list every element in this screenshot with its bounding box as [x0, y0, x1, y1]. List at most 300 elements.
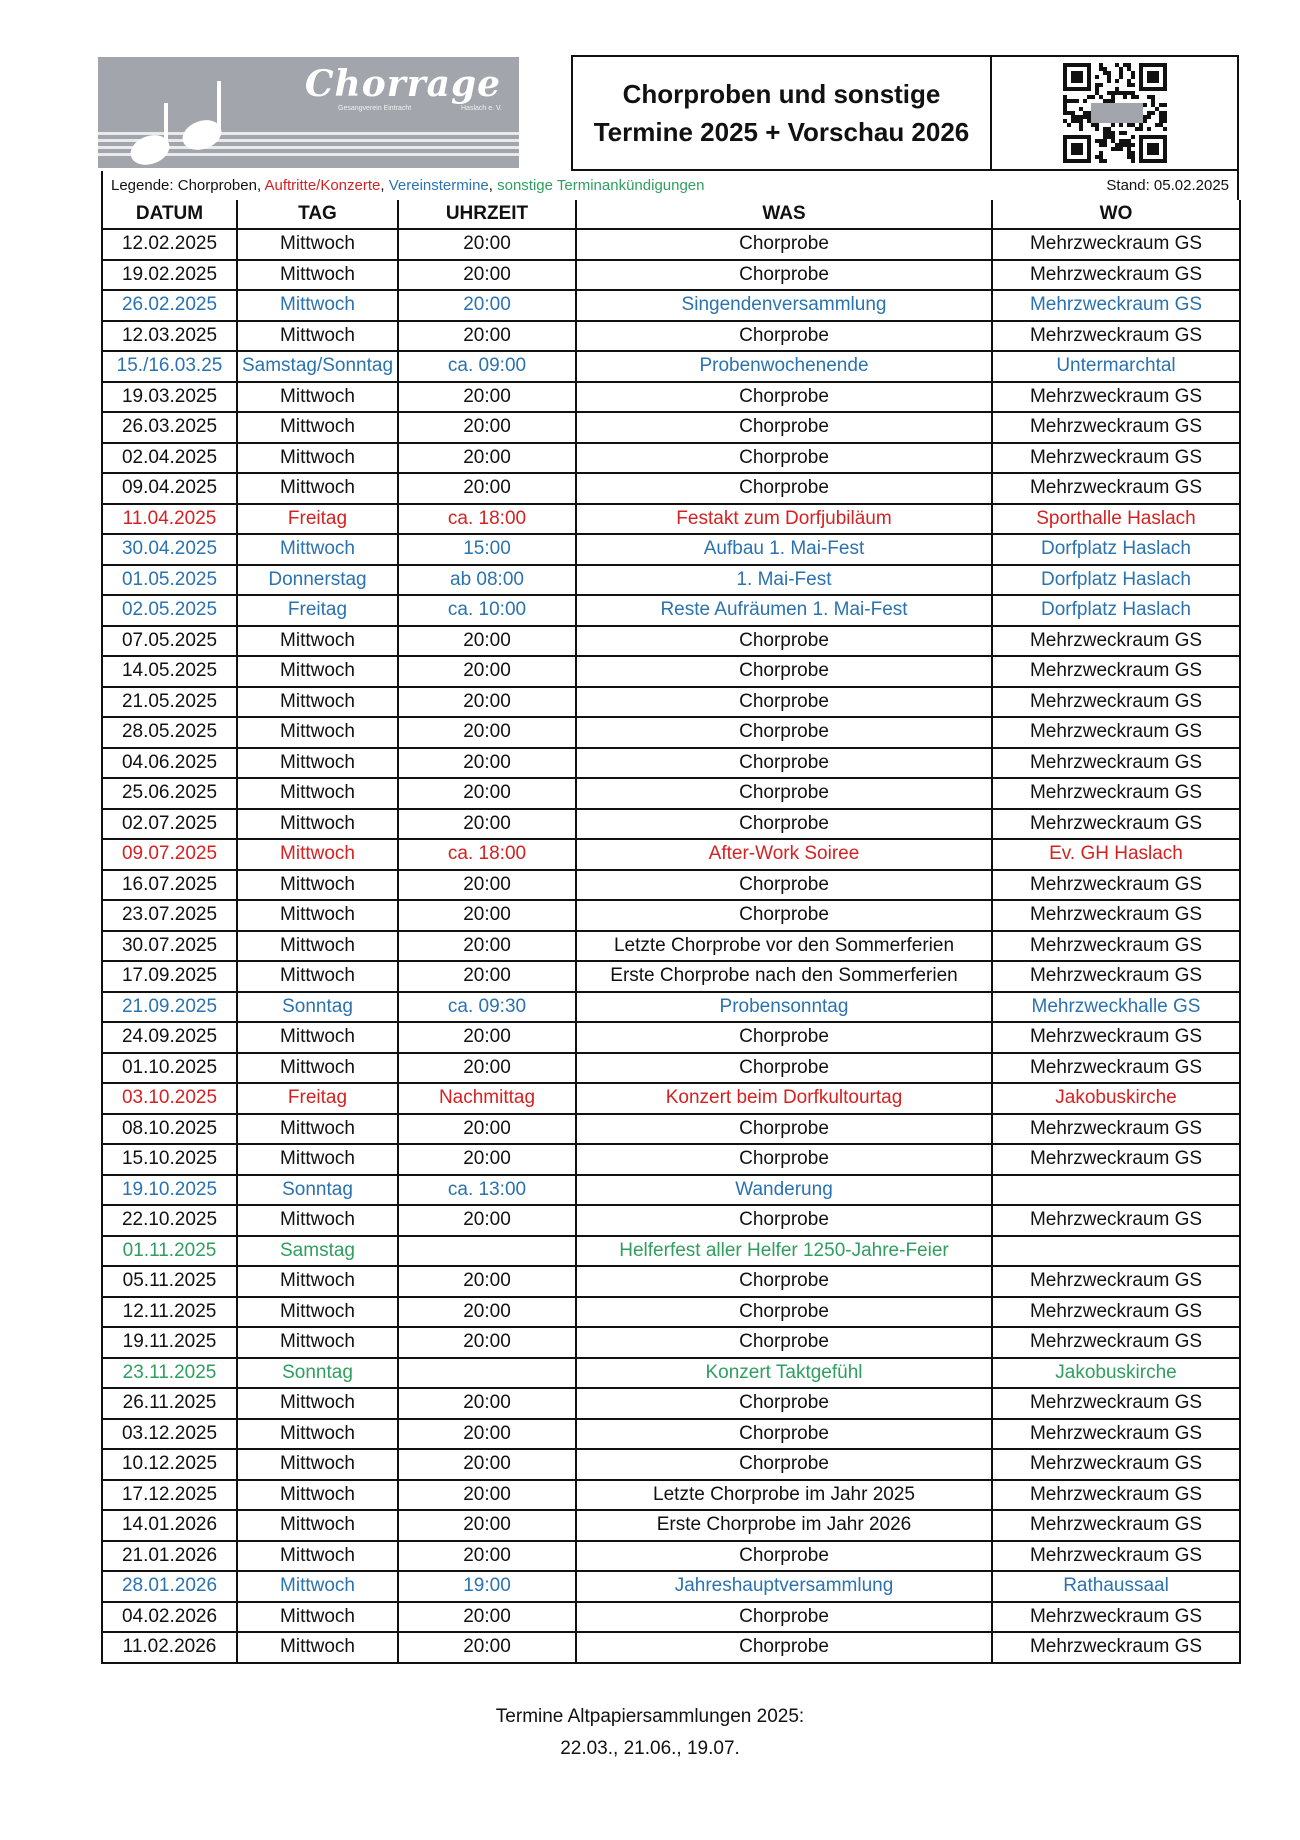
cell-tag: Mittwoch: [237, 839, 398, 870]
table-row: [102, 290, 1240, 321]
table-row: [102, 504, 1240, 535]
cell-wo: Mehrzweckraum GS: [992, 748, 1240, 779]
cell-was: Chorprobe: [576, 1449, 992, 1480]
legend-items: [178, 177, 705, 194]
cell-wo: Mehrzweckraum GS: [992, 1388, 1240, 1419]
cell-datum: 11.04.2025: [102, 504, 237, 535]
cell-datum: 21.05.2025: [102, 687, 237, 718]
cell-tag: Mittwoch: [237, 626, 398, 657]
cell-uhrzeit: 20:00: [398, 1541, 576, 1572]
cell-wo: Untermarchtal: [992, 351, 1240, 382]
cell-tag: Mittwoch: [237, 382, 398, 413]
cell-wo: Mehrzweckraum GS: [992, 1114, 1240, 1145]
legend-row: [101, 171, 1239, 200]
table-row: [102, 809, 1240, 840]
table-row: [102, 1327, 1240, 1358]
cell-datum: 22.10.2025: [102, 1205, 237, 1236]
cell-was: Erste Chorprobe nach den Sommerferien: [576, 961, 992, 992]
table-row: [102, 1632, 1240, 1663]
cell-uhrzeit: 20:00: [398, 1480, 576, 1511]
table-row: [102, 1602, 1240, 1633]
logo-brand-text: Chorrage: [304, 63, 502, 105]
cell-datum: 12.02.2025: [102, 229, 237, 260]
cell-datum: 26.11.2025: [102, 1388, 237, 1419]
cell-tag: Mittwoch: [237, 260, 398, 291]
cell-datum: 03.12.2025: [102, 1419, 237, 1450]
cell-wo: Mehrzweckraum GS: [992, 321, 1240, 352]
cell-wo: Mehrzweckraum GS: [992, 717, 1240, 748]
cell-tag: Mittwoch: [237, 1571, 398, 1602]
cell-datum: 02.04.2025: [102, 443, 237, 474]
cell-was: Chorprobe: [576, 1266, 992, 1297]
cell-uhrzeit: 20:00: [398, 1297, 576, 1328]
cell-was: Chorprobe: [576, 870, 992, 901]
cell-tag: Mittwoch: [237, 748, 398, 779]
legend-item: sonstige Terminankündigungen: [497, 177, 705, 194]
cell-datum: 23.07.2025: [102, 900, 237, 931]
cell-tag: Mittwoch: [237, 1632, 398, 1663]
title-line-2: Termine 2025 + Vorschau 2026: [593, 117, 970, 147]
cell-tag: Mittwoch: [237, 1297, 398, 1328]
cell-datum: 02.07.2025: [102, 809, 237, 840]
cell-datum: 25.06.2025: [102, 778, 237, 809]
cell-uhrzeit: 20:00: [398, 809, 576, 840]
cell-wo: Dorfplatz Haslach: [992, 595, 1240, 626]
table-row: [102, 1236, 1240, 1267]
cell-datum: 19.03.2025: [102, 382, 237, 413]
stand-date: Stand: 05.02.2025: [1106, 177, 1229, 194]
cell-uhrzeit: 20:00: [398, 473, 576, 504]
cell-uhrzeit: 20:00: [398, 1205, 576, 1236]
chorrage-logo: [98, 57, 519, 168]
cell-tag: Mittwoch: [237, 961, 398, 992]
cell-uhrzeit: 20:00: [398, 717, 576, 748]
cell-wo: Mehrzweckraum GS: [992, 290, 1240, 321]
cell-wo: Mehrzweckraum GS: [992, 1205, 1240, 1236]
cell-wo: Mehrzweckraum GS: [992, 1022, 1240, 1053]
table-row: [102, 626, 1240, 657]
cell-datum: 17.09.2025: [102, 961, 237, 992]
cell-datum: 09.04.2025: [102, 473, 237, 504]
cell-uhrzeit: 20:00: [398, 687, 576, 718]
table-row: [102, 1205, 1240, 1236]
cell-tag: Mittwoch: [237, 1602, 398, 1633]
cell-datum: 02.05.2025: [102, 595, 237, 626]
cell-wo: Jakobuskirche: [992, 1358, 1240, 1389]
cell-uhrzeit: ca. 09:00: [398, 351, 576, 382]
cell-datum: 21.09.2025: [102, 992, 237, 1023]
cell-wo: Mehrzweckraum GS: [992, 1602, 1240, 1633]
cell-tag: Sonntag: [237, 992, 398, 1023]
qr-code-icon: [1063, 63, 1167, 163]
table-row: [102, 1388, 1240, 1419]
cell-uhrzeit: 20:00: [398, 1266, 576, 1297]
table-row: [102, 656, 1240, 687]
cell-uhrzeit: 20:00: [398, 1114, 576, 1145]
cell-tag: Mittwoch: [237, 1541, 398, 1572]
cell-tag: Mittwoch: [237, 290, 398, 321]
cell-uhrzeit: 20:00: [398, 1144, 576, 1175]
cell-wo: Mehrzweckraum GS: [992, 1419, 1240, 1450]
table-row: [102, 229, 1240, 260]
cell-was: Jahreshauptversammlung: [576, 1571, 992, 1602]
cell-wo: Mehrzweckraum GS: [992, 1541, 1240, 1572]
table-row: [102, 534, 1240, 565]
legend-separator: ,: [488, 177, 498, 194]
logo-subtitle: Gesangverein Eintracht: [338, 105, 412, 112]
legend-prefix: Legende:: [111, 177, 178, 194]
title-box: [571, 55, 1239, 171]
table-row: [102, 1419, 1240, 1450]
cell-was: After-Work Soiree: [576, 839, 992, 870]
table-row: [102, 1541, 1240, 1572]
table-row: [102, 1571, 1240, 1602]
cell-datum: 17.12.2025: [102, 1480, 237, 1511]
title-line-1: Chorproben und sonstige: [622, 79, 941, 109]
cell-was: Konzert Taktgefühl: [576, 1358, 992, 1389]
cell-tag: Mittwoch: [237, 1022, 398, 1053]
cell-was: 1. Mai-Fest: [576, 565, 992, 596]
cell-tag: Mittwoch: [237, 687, 398, 718]
cell-datum: 24.09.2025: [102, 1022, 237, 1053]
cell-was: Chorprobe: [576, 382, 992, 413]
legend-item: Chorproben: [177, 177, 257, 194]
cell-datum: 07.05.2025: [102, 626, 237, 657]
cell-wo: Mehrzweckraum GS: [992, 1053, 1240, 1084]
cell-uhrzeit: 19:00: [398, 1571, 576, 1602]
cell-uhrzeit: [398, 1358, 576, 1389]
cell-datum: 08.10.2025: [102, 1114, 237, 1145]
cell-uhrzeit: ab 08:00: [398, 565, 576, 596]
cell-wo: Mehrzweckraum GS: [992, 656, 1240, 687]
cell-was: Probensonntag: [576, 992, 992, 1023]
cell-tag: Sonntag: [237, 1358, 398, 1389]
cell-tag: Mittwoch: [237, 900, 398, 931]
cell-tag: Mittwoch: [237, 809, 398, 840]
cell-datum: 28.05.2025: [102, 717, 237, 748]
cell-tag: Mittwoch: [237, 1449, 398, 1480]
cell-wo: Mehrzweckraum GS: [992, 1480, 1240, 1511]
cell-was: Konzert beim Dorfkultourtag: [576, 1083, 992, 1114]
cell-tag: Mittwoch: [237, 931, 398, 962]
cell-wo: Mehrzweckraum GS: [992, 1510, 1240, 1541]
cell-datum: 12.03.2025: [102, 321, 237, 352]
cell-wo: Mehrzweckraum GS: [992, 626, 1240, 657]
cell-tag: Mittwoch: [237, 1480, 398, 1511]
cell-was: Aufbau 1. Mai-Fest: [576, 534, 992, 565]
cell-wo: [992, 1175, 1240, 1206]
cell-was: Chorprobe: [576, 1022, 992, 1053]
cell-wo: Mehrzweckraum GS: [992, 412, 1240, 443]
cell-was: Erste Chorprobe im Jahr 2026: [576, 1510, 992, 1541]
cell-tag: Freitag: [237, 504, 398, 535]
legend-separator: ,: [380, 177, 389, 194]
table-row: [102, 351, 1240, 382]
cell-uhrzeit: 20:00: [398, 229, 576, 260]
table-row: [102, 1297, 1240, 1328]
column-header-tag: TAG: [237, 200, 398, 229]
cell-wo: Ev. GH Haslach: [992, 839, 1240, 870]
cell-tag: Mittwoch: [237, 1114, 398, 1145]
cell-datum: 16.07.2025: [102, 870, 237, 901]
cell-datum: 28.01.2026: [102, 1571, 237, 1602]
cell-uhrzeit: [398, 1236, 576, 1267]
cell-uhrzeit: 20:00: [398, 1510, 576, 1541]
table-row: [102, 748, 1240, 779]
cell-tag: Mittwoch: [237, 1327, 398, 1358]
cell-wo: Sporthalle Haslach: [992, 504, 1240, 535]
cell-tag: Mittwoch: [237, 1510, 398, 1541]
cell-wo: Mehrzweckraum GS: [992, 778, 1240, 809]
cell-tag: Mittwoch: [237, 1205, 398, 1236]
cell-wo: Mehrzweckraum GS: [992, 900, 1240, 931]
cell-datum: 19.02.2025: [102, 260, 237, 291]
table-row: [102, 1510, 1240, 1541]
cell-tag: Samstag: [237, 1236, 398, 1267]
table-row: [102, 1449, 1240, 1480]
cell-uhrzeit: 20:00: [398, 412, 576, 443]
cell-wo: Dorfplatz Haslach: [992, 565, 1240, 596]
legend-item: Auftritte/Konzerte: [264, 177, 381, 194]
cell-tag: Mittwoch: [237, 656, 398, 687]
cell-uhrzeit: 20:00: [398, 382, 576, 413]
cell-wo: Mehrzweckraum GS: [992, 473, 1240, 504]
cell-tag: Mittwoch: [237, 412, 398, 443]
cell-wo: Mehrzweckraum GS: [992, 1266, 1240, 1297]
cell-wo: Mehrzweckraum GS: [992, 1632, 1240, 1663]
table-row: [102, 1266, 1240, 1297]
cell-tag: Mittwoch: [237, 443, 398, 474]
cell-was: Chorprobe: [576, 748, 992, 779]
table-row: [102, 1175, 1240, 1206]
cell-was: Chorprobe: [576, 1297, 992, 1328]
cell-tag: Samstag/Sonntag: [237, 351, 398, 382]
table-row: [102, 1114, 1240, 1145]
cell-datum: 14.05.2025: [102, 656, 237, 687]
cell-wo: Jakobuskirche: [992, 1083, 1240, 1114]
cell-was: Reste Aufräumen 1. Mai-Fest: [576, 595, 992, 626]
cell-datum: 05.11.2025: [102, 1266, 237, 1297]
cell-wo: Mehrzweckraum GS: [992, 1297, 1240, 1328]
cell-wo: Mehrzweckraum GS: [992, 443, 1240, 474]
cell-datum: 15.10.2025: [102, 1144, 237, 1175]
table-row: [102, 565, 1240, 596]
cell-was: Chorprobe: [576, 412, 992, 443]
cell-uhrzeit: 20:00: [398, 656, 576, 687]
cell-was: Chorprobe: [576, 1205, 992, 1236]
cell-tag: Freitag: [237, 595, 398, 626]
cell-wo: Mehrzweckraum GS: [992, 961, 1240, 992]
cell-was: Chorprobe: [576, 1327, 992, 1358]
cell-datum: 09.07.2025: [102, 839, 237, 870]
cell-uhrzeit: 20:00: [398, 778, 576, 809]
column-header-uhrzeit: UHRZEIT: [398, 200, 576, 229]
cell-uhrzeit: 20:00: [398, 1602, 576, 1633]
schedule-table: [101, 200, 1241, 1664]
table-row: [102, 778, 1240, 809]
cell-datum: 01.11.2025: [102, 1236, 237, 1267]
cell-uhrzeit: 20:00: [398, 1449, 576, 1480]
cell-wo: Mehrzweckraum GS: [992, 1449, 1240, 1480]
cell-tag: Donnerstag: [237, 565, 398, 596]
cell-wo: Mehrzweckhalle GS: [992, 992, 1240, 1023]
cell-uhrzeit: 20:00: [398, 290, 576, 321]
cell-was: Chorprobe: [576, 656, 992, 687]
qr-code-cell: [992, 57, 1237, 169]
cell-was: Probenwochenende: [576, 351, 992, 382]
table-row: [102, 687, 1240, 718]
cell-datum: 01.05.2025: [102, 565, 237, 596]
cell-uhrzeit: 20:00: [398, 1388, 576, 1419]
column-header-was: WAS: [576, 200, 992, 229]
cell-was: Letzte Chorprobe vor den Sommerferien: [576, 931, 992, 962]
cell-uhrzeit: ca. 18:00: [398, 839, 576, 870]
table-row: [102, 1144, 1240, 1175]
cell-uhrzeit: 20:00: [398, 961, 576, 992]
cell-tag: Mittwoch: [237, 473, 398, 504]
logo-subtitle: Haslach e. V.: [461, 105, 502, 112]
cell-was: Chorprobe: [576, 260, 992, 291]
cell-datum: 19.10.2025: [102, 1175, 237, 1206]
cell-tag: Mittwoch: [237, 778, 398, 809]
cell-datum: 23.11.2025: [102, 1358, 237, 1389]
cell-datum: 01.10.2025: [102, 1053, 237, 1084]
cell-was: Chorprobe: [576, 321, 992, 352]
table-row: [102, 595, 1240, 626]
cell-tag: Mittwoch: [237, 870, 398, 901]
altpapier-dates: 22.03., 21.06., 19.07.: [560, 1738, 740, 1759]
cell-was: Chorprobe: [576, 1053, 992, 1084]
cell-wo: Mehrzweckraum GS: [992, 687, 1240, 718]
cell-uhrzeit: 20:00: [398, 1327, 576, 1358]
cell-was: Chorprobe: [576, 687, 992, 718]
cell-uhrzeit: ca. 13:00: [398, 1175, 576, 1206]
cell-tag: Sonntag: [237, 1175, 398, 1206]
table-row: [102, 1480, 1240, 1511]
table-header-row: [102, 200, 1240, 229]
table-row: [102, 1022, 1240, 1053]
table-row: [102, 412, 1240, 443]
cell-uhrzeit: 20:00: [398, 1053, 576, 1084]
cell-datum: 26.02.2025: [102, 290, 237, 321]
cell-tag: Mittwoch: [237, 321, 398, 352]
table-row: [102, 717, 1240, 748]
cell-uhrzeit: 15:00: [398, 534, 576, 565]
cell-uhrzeit: 20:00: [398, 1022, 576, 1053]
legend-item: Vereinstermine: [388, 177, 489, 194]
table-row: [102, 961, 1240, 992]
table-row: [102, 321, 1240, 352]
table-row: [102, 1083, 1240, 1114]
cell-datum: 30.07.2025: [102, 931, 237, 962]
cell-uhrzeit: 20:00: [398, 1419, 576, 1450]
cell-uhrzeit: 20:00: [398, 626, 576, 657]
table-row: [102, 443, 1240, 474]
cell-datum: 26.03.2025: [102, 412, 237, 443]
cell-was: Chorprobe: [576, 1144, 992, 1175]
page-title: [573, 57, 992, 169]
cell-wo: Mehrzweckraum GS: [992, 870, 1240, 901]
cell-wo: Mehrzweckraum GS: [992, 229, 1240, 260]
cell-datum: 19.11.2025: [102, 1327, 237, 1358]
cell-was: Chorprobe: [576, 1541, 992, 1572]
table-row: [102, 382, 1240, 413]
cell-datum: 10.12.2025: [102, 1449, 237, 1480]
cell-was: Chorprobe: [576, 1632, 992, 1663]
cell-wo: Dorfplatz Haslach: [992, 534, 1240, 565]
table-row: [102, 1053, 1240, 1084]
cell-tag: Mittwoch: [237, 534, 398, 565]
cell-was: Chorprobe: [576, 229, 992, 260]
table-row: [102, 900, 1240, 931]
legend-separator: ,: [256, 177, 265, 194]
cell-tag: Mittwoch: [237, 229, 398, 260]
cell-was: Letzte Chorprobe im Jahr 2025: [576, 1480, 992, 1511]
table-row: [102, 839, 1240, 870]
table-row: [102, 1358, 1240, 1389]
cell-uhrzeit: 20:00: [398, 443, 576, 474]
cell-was: Wanderung: [576, 1175, 992, 1206]
cell-was: Chorprobe: [576, 809, 992, 840]
cell-datum: 04.02.2026: [102, 1602, 237, 1633]
cell-datum: 12.11.2025: [102, 1297, 237, 1328]
cell-tag: Mittwoch: [237, 1419, 398, 1450]
cell-uhrzeit: 20:00: [398, 321, 576, 352]
table-row: [102, 931, 1240, 962]
table-row: [102, 870, 1240, 901]
cell-uhrzeit: ca. 10:00: [398, 595, 576, 626]
cell-tag: Mittwoch: [237, 1053, 398, 1084]
cell-uhrzeit: ca. 18:00: [398, 504, 576, 535]
cell-wo: Mehrzweckraum GS: [992, 1327, 1240, 1358]
cell-datum: 21.01.2026: [102, 1541, 237, 1572]
column-header-datum: DATUM: [102, 200, 237, 229]
cell-wo: Mehrzweckraum GS: [992, 809, 1240, 840]
cell-uhrzeit: 20:00: [398, 260, 576, 291]
cell-tag: Mittwoch: [237, 1388, 398, 1419]
cell-wo: Rathaussaal: [992, 1571, 1240, 1602]
cell-was: Chorprobe: [576, 1602, 992, 1633]
cell-was: Chorprobe: [576, 1114, 992, 1145]
cell-tag: Freitag: [237, 1083, 398, 1114]
cell-wo: Mehrzweckraum GS: [992, 382, 1240, 413]
cell-tag: Mittwoch: [237, 1144, 398, 1175]
cell-uhrzeit: ca. 09:30: [398, 992, 576, 1023]
cell-datum: 15./16.03.25: [102, 351, 237, 382]
table-row: [102, 473, 1240, 504]
cell-datum: 14.01.2026: [102, 1510, 237, 1541]
cell-datum: 03.10.2025: [102, 1083, 237, 1114]
altpapier-heading: Termine Altpapiersammlungen 2025:: [495, 1706, 805, 1727]
table-row: [102, 992, 1240, 1023]
cell-uhrzeit: 20:00: [398, 900, 576, 931]
column-header-wo: WO: [992, 200, 1240, 229]
cell-was: Helferfest aller Helfer 1250-Jahre-Feier: [576, 1236, 992, 1267]
cell-wo: Mehrzweckraum GS: [992, 1144, 1240, 1175]
cell-was: Chorprobe: [576, 717, 992, 748]
cell-tag: Mittwoch: [237, 717, 398, 748]
cell-wo: [992, 1236, 1240, 1267]
cell-was: Chorprobe: [576, 1388, 992, 1419]
cell-was: Chorprobe: [576, 778, 992, 809]
cell-wo: Mehrzweckraum GS: [992, 260, 1240, 291]
cell-wo: Mehrzweckraum GS: [992, 931, 1240, 962]
cell-datum: 30.04.2025: [102, 534, 237, 565]
cell-tag: Mittwoch: [237, 1266, 398, 1297]
cell-was: Chorprobe: [576, 1419, 992, 1450]
cell-datum: 04.06.2025: [102, 748, 237, 779]
cell-uhrzeit: 20:00: [398, 1632, 576, 1663]
